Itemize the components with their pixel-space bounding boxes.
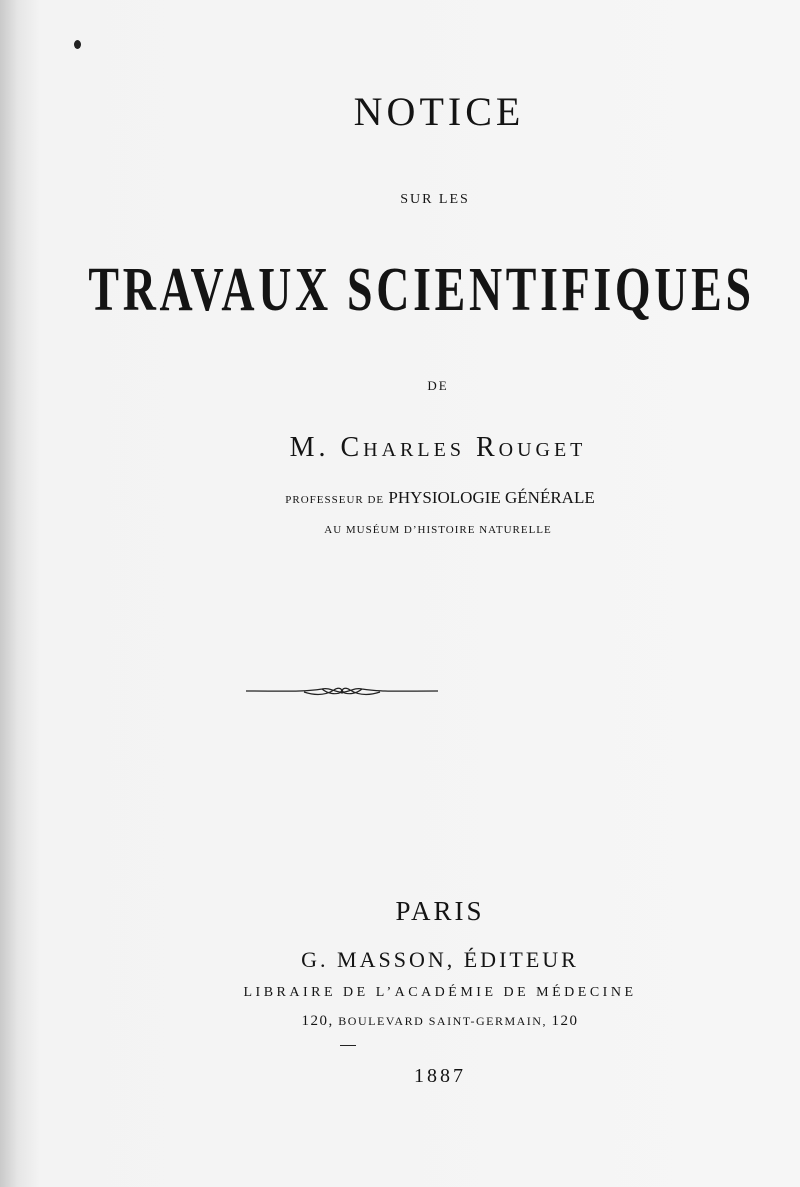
publication-year: 1887 [414, 1065, 466, 1087]
subtitle-connector: SUR LES [400, 192, 470, 207]
author-name: M. Charles Rouget [289, 432, 587, 463]
position-title: PHYSIOLOGIE GÉNÉRALE [388, 488, 595, 507]
author-position [0, 488, 800, 508]
address-number-end: 120 [551, 1013, 579, 1029]
address-number-start: 120, [301, 1013, 334, 1029]
ornament-divider [244, 678, 440, 704]
position-prefix: PROFESSEUR DE [285, 494, 385, 506]
ink-spot [74, 40, 81, 49]
main-title: TRAVAUX SCIENTIFIQUES [88, 256, 755, 324]
title: NOTICE [353, 89, 525, 134]
publisher-address [0, 1013, 800, 1030]
publisher-role: LIBRAIRE DE L’ACADÉMIE DE MÉDECINE [243, 985, 637, 1000]
imprint-city: PARIS [395, 896, 485, 926]
address-street: BOULEVARD SAINT-GERMAIN, [338, 1014, 547, 1028]
institution: AU MUSÉUM D’HISTOIRE NATURELLE [324, 524, 552, 536]
publisher: G. MASSON, ÉDITEUR [301, 947, 579, 972]
short-rule [340, 1045, 356, 1046]
by-line: DE [427, 378, 449, 393]
